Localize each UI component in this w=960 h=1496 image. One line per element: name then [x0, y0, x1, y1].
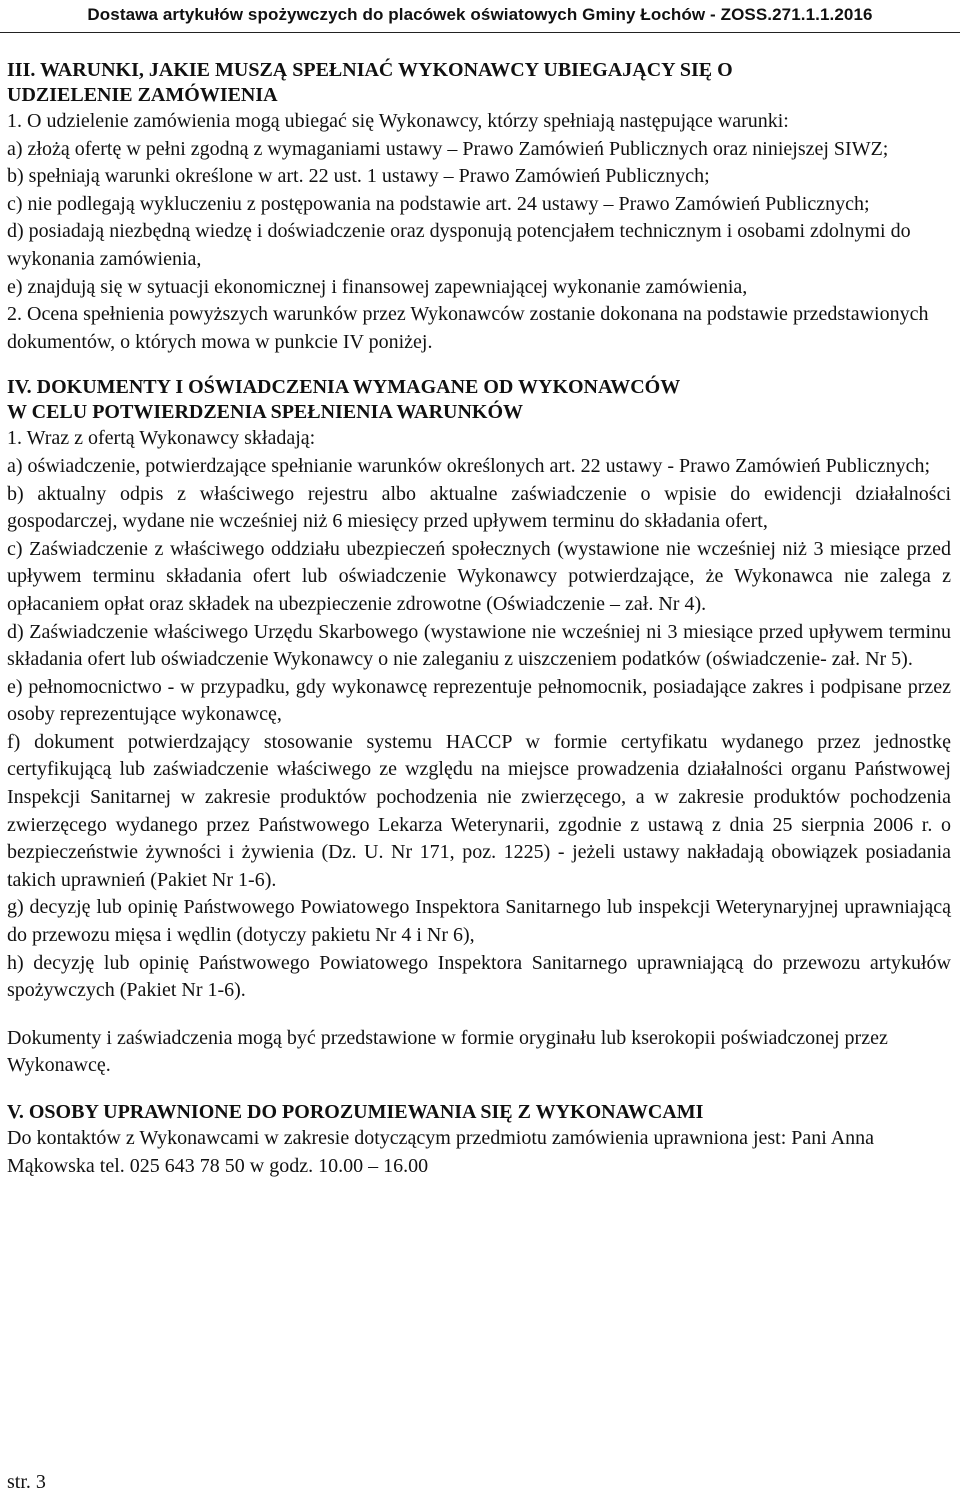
section-iii — [7, 58, 951, 356]
section-iii-heading-line2: UDZIELENIE ZAMÓWIENIA — [7, 84, 278, 106]
section-iii-item-d: d) posiadają niezbędną wiedzę i doświadczenie oraz dysponują potencjałem technicznym i osobami zdolnymi do wykonania zamówienia, — [7, 220, 911, 270]
section-iii-point-2: 2. Ocena spełnienia powyższych warunków przez Wykonawców zostanie dokonana na podstawie przedstawionych dokumentów, o których mowa w punkcie IV poniżej. — [7, 303, 929, 353]
section-iv-heading — [7, 375, 951, 425]
section-iii-item-e: e) znajdują się w sytuacji ekonomicznej i finansowej zapewniającej wykonanie zamówienia, — [7, 275, 748, 298]
section-iv-heading-line1: IV. DOKUMENTY I OŚWIADCZENIA WYMAGANE OD WYKONAWCÓW — [7, 376, 681, 399]
section-v-contact-text: Do kontaktów z Wykonawcami w zakresie dotyczącym przedmiotu zamówienia uprawniona jest: Pani Anna Mąkowska tel. 025 643 78 50 w godz. 10.00 – 16.00 — [7, 1127, 875, 1177]
section-iv-note: Dokumenty i zaświadczenia mogą być przedstawione w formie oryginału lub kserokopii poświadczonej przez Wykonawcę. — [7, 1026, 888, 1077]
section-iv — [7, 375, 951, 1080]
section-iv-item-g: g) decyzję lub opinię Państwowego Powiatowego Inspektora Sanitarnego lub inspekcji Weterynaryjnej uprawniającą do przewozu mięsa i wędlin (dotyczy pakietu Nr 4 i Nr 6), — [7, 896, 951, 947]
section-iv-point-1: 1. Wraz z ofertą Wykonawcy składają: — [7, 427, 316, 450]
page-header: Dostawa artykułów spożywczych do placówek oświatowych Gminy Łochów - ZOSS.271.1.1.2016 — [0, 0, 960, 33]
section-iv-item-a: a) oświadczenie, potwierdzające spełnianie warunków określonych art. 22 ustawy - Prawo Zamówień Publicznych; — [7, 454, 931, 477]
document-body — [7, 58, 951, 1180]
section-iii-item-c: c) nie podlegają wykluczeniu z postępowania na podstawie art. 24 ustawy – Prawo Zamówień Publicznych; — [7, 192, 870, 215]
section-iv-item-d: d) Zaświadczenie właściwego Urzędu Skarbowego (wystawione nie wcześniej ni 3 miesiące przed upływem terminu składania ofert lub oświadczenie Wykonawcy o nie zaleganiu z uiszczeniem podatków (oświadczenie- zał. Nr 5). — [7, 620, 951, 671]
section-v-heading: V. OSOBY UPRAWNIONE DO POROZUMIEWANIA SIĘ Z WYKONAWCAMI — [7, 1101, 704, 1123]
section-iv-heading-line2: W CELU POTWIERDZENIA SPEŁNIENIA WARUNKÓW — [7, 401, 524, 424]
section-iii-heading — [7, 58, 951, 108]
section-iv-item-e: e) pełnomocnictwo - w przypadku, gdy wykonawcę reprezentuje pełnomocnik, posiadające zakres i podpisane przez osoby reprezentujące wykonawcę, — [7, 675, 951, 726]
section-v — [7, 1100, 951, 1180]
section-iv-item-b: b) aktualny odpis z właściwego rejestru albo aktualne zaświadczenie o wpisie do ewidencji działalności gospodarczej, wydane nie wcześniej niż 6 miesięcy przed upływem terminu do składania ofert, — [7, 482, 951, 533]
section-iii-item-a: a) złożą ofertę w pełni zgodną z wymaganiami ustawy – Prawo Zamówień Publicznych oraz niniejszej SIWZ; — [7, 137, 889, 160]
section-iv-item-c: c) Zaświadczenie z właściwego oddziału ubezpieczeń społecznych (wystawione nie wcześniej niż 3 miesiące przed upływem terminu składania ofert lub oświadczenie Wykonawcy potwierdzające, że Wykonawca nie zalega z opłacaniem opłat oraz składek na ubezpieczenie zdrowotne (Oświadczenie – zał. Nr 4). — [7, 537, 951, 615]
section-iv-item-h: h) decyzję lub opinię Państwowego Powiatowego Inspektora Sanitarnego uprawniającą do przewozu artykułów spożywczych (Pakiet Nr 1-6). — [7, 951, 951, 1002]
section-iii-item-b: b) spełniają warunki określone w art. 22 ust. 1 ustawy – Prawo Zamówień Publicznych; — [7, 165, 710, 188]
section-iii-heading-line1: III. WARUNKI, JAKIE MUSZĄ SPEŁNIAĆ WYKONAWCY UBIEGAJĄCY SIĘ O — [7, 59, 733, 81]
page-number: str. 3 — [7, 1471, 46, 1493]
section-iv-item-f: f) dokument potwierdzający stosowanie systemu HACCP w formie certyfikatu wydanego przez jednostkę certyfikującą lub zaświadczenie właściwego ze względu na miejsce prowadzenia działalności organu Państwowej Inspekcji Sanitarnej w zakresie produktów pochodzenia nie zwierzęcego, a w zakresie produktów pochodzenia zwierzęcego wydanego przez Państwowego Lekarza Weterynarii, zgodnie z ustawą z dnia 25 sierpnia 2006 r. o bezpieczeństwie żywności i żywienia (Dz. U. Nr 171, poz. 1225) - jeżeli ustawy nakładają obowiązek posiadania takich uprawnień (Pakiet Nr 1-6). — [7, 730, 951, 891]
section-iii-point-1: 1. O udzielenie zamówienia mogą ubiegać się Wykonawcy, którzy spełniają następujące warunki: — [7, 110, 789, 132]
